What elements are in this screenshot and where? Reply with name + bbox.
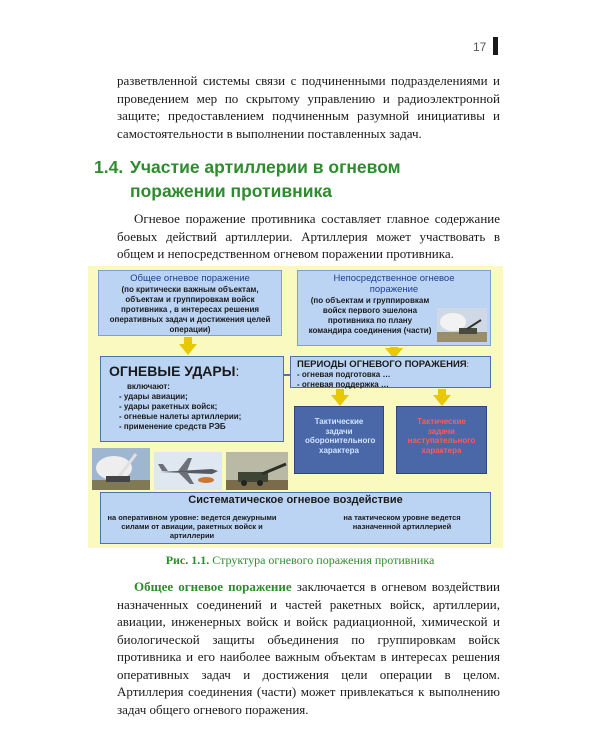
fire-strike-item: - огневые налеты артиллерии; bbox=[119, 412, 242, 421]
fire-strike-item: - удары ракетных войск; bbox=[119, 402, 218, 411]
task-offensive-text: Тактические задачи наступательного характера bbox=[407, 417, 476, 455]
photo-aircraft bbox=[154, 452, 222, 490]
arrow-down-mid-right bbox=[433, 395, 451, 406]
arrow-down-left bbox=[179, 344, 197, 355]
task-defensive-box bbox=[294, 406, 384, 474]
period-item: - огневая подготовка … bbox=[297, 370, 391, 379]
connector-line bbox=[284, 374, 290, 376]
arrow-down-mid-left bbox=[331, 395, 349, 406]
figure-fire-damage-structure bbox=[88, 266, 503, 548]
systematic-impact-box bbox=[100, 492, 491, 544]
figure-caption bbox=[0, 553, 600, 568]
paragraph-bottom bbox=[117, 578, 500, 718]
figure-caption-text: Структура огневого поражения противника bbox=[209, 553, 435, 567]
general-fire-damage-text: (по критически важным объектам, объектам и группировкам войск противника , в интересах решения оперативных задач и достижения целей операции) bbox=[109, 285, 271, 334]
direct-fire-damage-text: (по объектам и группировкам войск первого эшелона противника по плану командира соединения (части) bbox=[308, 296, 432, 335]
figure-caption-label: Рис. 1.1. bbox=[165, 553, 210, 567]
fire-damage-periods-box bbox=[290, 356, 491, 388]
paragraph-top: разветвленной системы связи с подчиненными подразделениями и проведением мер по скрытому управлению и радиоэлектронной защите; предоставлением подчиненным разумной инициативы и самостоятельности в выполнении поставленных задач. bbox=[117, 73, 500, 141]
howitzer-icon bbox=[226, 452, 288, 490]
section-number: 1.4. bbox=[94, 157, 124, 177]
section-title-line1: Участие артиллерии в огневом bbox=[130, 157, 401, 177]
term-general-fire-damage: Общее огневое поражение bbox=[134, 579, 292, 594]
fire-strikes-includes: включают: bbox=[127, 382, 170, 391]
paragraph-intro: Огневое поражение противника составляет главное содержание боевых действий артиллерии. Артиллерия может участвовать в общем и непосредственном огневом поражении противника. bbox=[117, 211, 500, 261]
task-offensive-box bbox=[396, 406, 487, 474]
fire-strikes-box bbox=[100, 356, 284, 442]
periods-colon: : bbox=[466, 360, 469, 369]
periods-title: ПЕРИОДЫ ОГНЕВОГО ПОРАЖЕНИЯ bbox=[297, 359, 467, 370]
aircraft-icon bbox=[154, 452, 222, 490]
systematic-operational-text: на оперативном уровне: ведется дежурными силами от авиации, ракетных войск и артиллерии bbox=[107, 513, 277, 540]
task-defensive-text: Тактические задачи оборонительного характера bbox=[305, 417, 376, 455]
section-title-line2: поражении противника bbox=[130, 181, 332, 201]
rocket-launch-icon bbox=[92, 448, 150, 490]
photo-howitzer bbox=[226, 452, 288, 490]
general-fire-damage-box bbox=[98, 270, 282, 336]
direct-fire-damage-title: Непосредственное огневое поражение bbox=[333, 273, 455, 295]
section-heading bbox=[94, 155, 514, 203]
general-fire-damage-title: Общее огневое поражение bbox=[130, 273, 250, 284]
direct-fire-damage-box bbox=[297, 270, 491, 346]
artillery-photo-small bbox=[437, 308, 487, 342]
paragraph-bottom-text: заключается в огневом воздействии назначенных соединений и частей ракетных войск, артиллерии, авиации, инженерных войск и войск радиационной, химической и биологической защиты объединения по группировкам войск противника и его наиболее важным объектам в интересах решения оперативных задач и достижения цели операции в целом. Артиллерия соединения (части) может привлекаться к выполнению задач общего огневого поражения. bbox=[117, 579, 500, 717]
fire-strikes-colon: : bbox=[235, 363, 240, 379]
photo-rocket-launch bbox=[92, 448, 150, 490]
fire-strike-item: - применение средств РЭБ bbox=[119, 422, 226, 431]
systematic-impact-title: Систематическое огневое воздействие bbox=[188, 494, 403, 506]
period-item: - огневая поддержка … bbox=[297, 380, 389, 389]
systematic-tactical-text: на тактическом уровне ведется назначенной артиллерией bbox=[343, 513, 461, 531]
page-number-bar bbox=[493, 37, 498, 55]
page-number: 17 bbox=[473, 40, 487, 54]
fire-strike-item: - удары авиации; bbox=[119, 392, 188, 401]
artillery-fire-icon bbox=[437, 308, 487, 342]
fire-strikes-title: ОГНЕВЫЕ УДАРЫ bbox=[109, 363, 236, 379]
